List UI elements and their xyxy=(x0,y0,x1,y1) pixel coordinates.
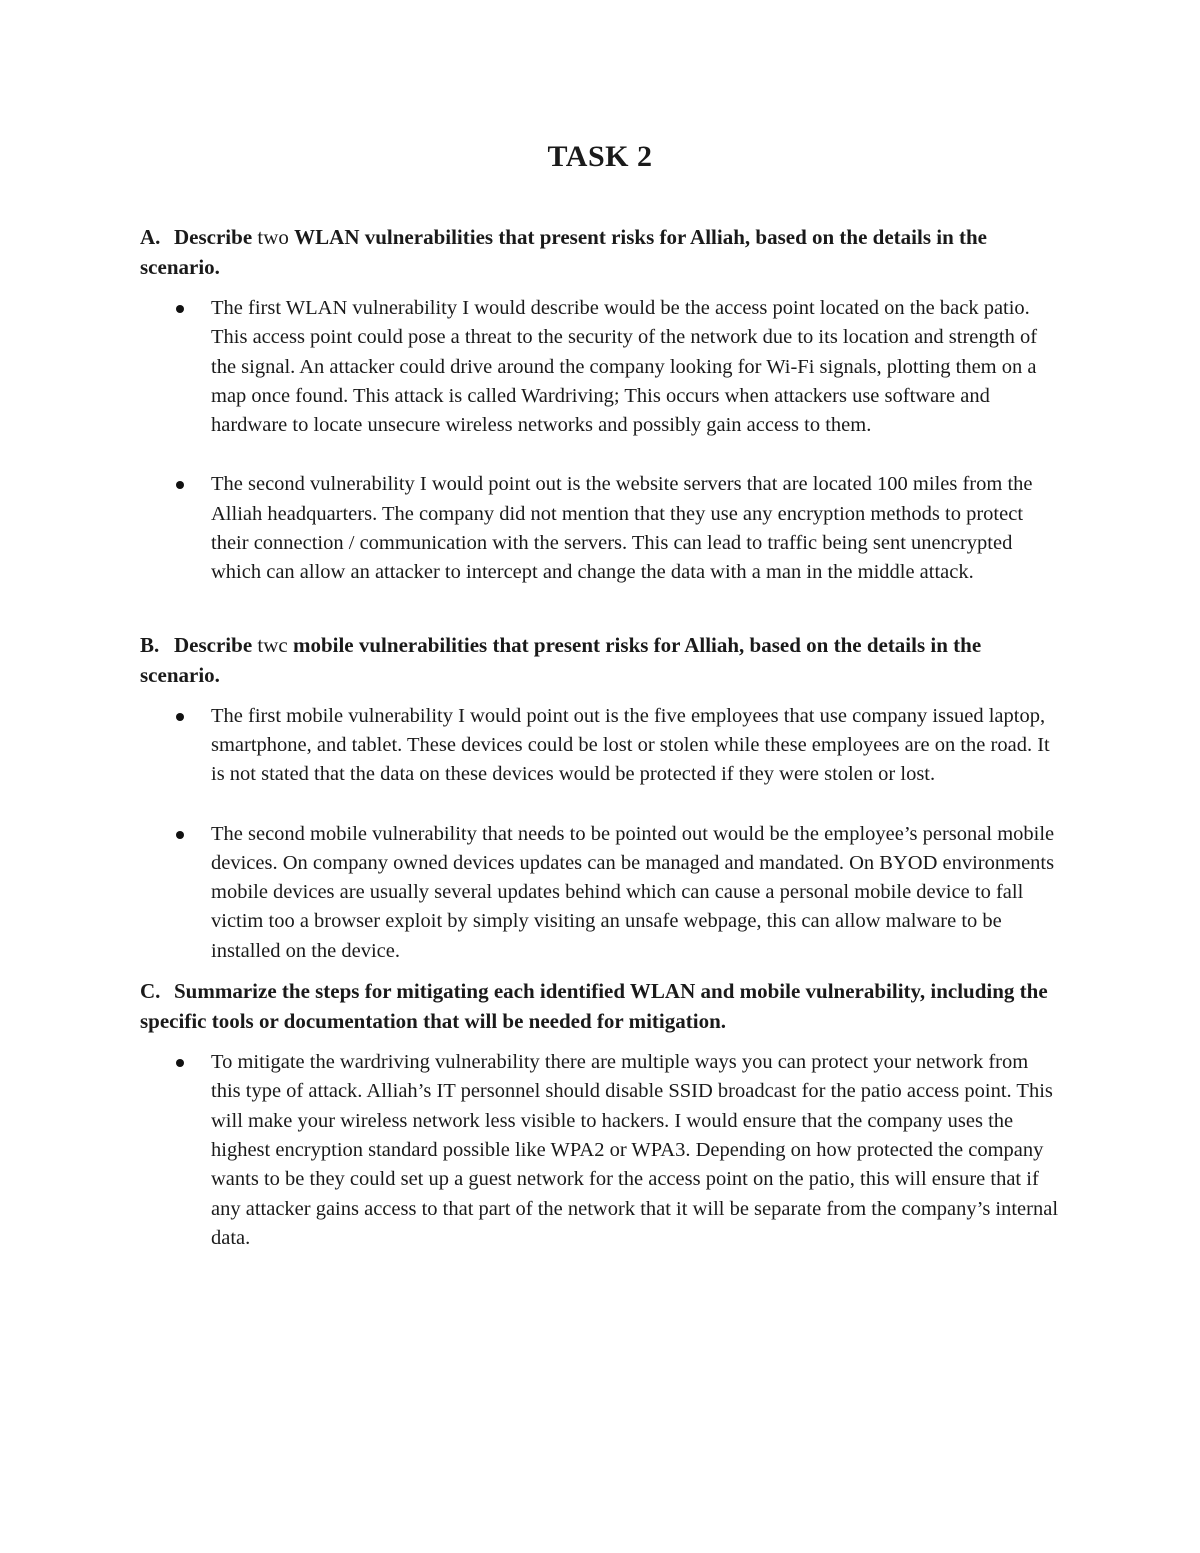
section-c-bullets xyxy=(140,1048,1060,1253)
heading-rest: mobile vulnerabilities that present risks for Alliah, based on the details in the scenario. xyxy=(140,632,982,687)
heading-lead: Describe xyxy=(174,632,253,657)
section-c-heading xyxy=(140,976,1060,1036)
page-title: TASK 2 xyxy=(547,140,653,173)
list-item-text: To mitigate the wardriving vulnerability there are multiple ways you can protect your network from this type of attack. Alliah’s IT personnel should disable SSID broadcast for the patio access point. This will make your wireless network less visible to hackers. I would ensure that the company uses the highest encryption standard possible like WPA2 or WPA3. Depending on how protected the company wants to be they could set up a guest network for the access point on the patio, this will ensure that if any attacker gains access to that part of the network that it will be separate from the company’s internal data. xyxy=(211,1051,1059,1249)
section-letter: A. xyxy=(140,225,161,249)
list-item xyxy=(140,470,1060,587)
heading-rest: WLAN vulnerabilities that present risks for Alliah, based on the details in the scenario. xyxy=(140,225,988,279)
section-letter: C. xyxy=(140,979,161,1004)
list-item-text: The second vulnerability I would point out is the website servers that are located 100 miles from the Alliah headquarters. The company did not mention that they use any encryption methods to protect their connection / communication with the servers. This can lead to traffic being sent unencrypted which can allow an attacker to intercept and change the data with a man in the middle attack. xyxy=(211,473,1033,584)
bullet-icon xyxy=(176,1059,184,1067)
section-a-bullets xyxy=(140,294,1060,588)
list-item-text: The first mobile vulnerability I would point out is the five employees that use company issued laptop, smartphone, and tablet. These devices could be lost or stolen while these employees are on the road. It is not stated that the data on these devices would be protected if they were stolen or lost. xyxy=(211,704,1050,786)
list-item xyxy=(140,702,1060,790)
section-a xyxy=(140,222,1060,588)
section-b xyxy=(140,630,1060,966)
list-item xyxy=(140,820,1060,966)
heading-light-word: two xyxy=(252,225,295,249)
bullet-icon xyxy=(176,713,184,721)
heading-lead: Describe xyxy=(174,225,253,249)
bullet-icon xyxy=(176,831,184,839)
section-b-bullets xyxy=(140,702,1060,966)
section-b-heading xyxy=(140,630,1060,690)
list-item xyxy=(140,1048,1060,1253)
section-a-heading xyxy=(140,222,1060,282)
heading-light-word: twc xyxy=(252,632,293,657)
bullet-icon xyxy=(176,305,184,313)
document-body xyxy=(140,222,1060,1253)
section-c xyxy=(140,976,1060,1253)
bullet-icon xyxy=(176,481,184,489)
list-item-text: The second mobile vulnerability that needs to be pointed out would be the employee’s personal mobile devices. On company owned devices updates can be managed and mandated. On BYOD environments mobile devices are usually several updates behind which can cause a personal mobile device to fall victim too a browser exploit by simply visiting an unsafe webpage, this can allow malware to be installed on the device. xyxy=(211,822,1055,962)
list-item xyxy=(140,294,1060,440)
section-letter: B. xyxy=(140,632,160,657)
list-item-text: The first WLAN vulnerability I would describe would be the access point located on the back patio. This access point could pose a threat to the security of the network due to its location and strength of the signal. An attacker could drive around the company looking for Wi-Fi signals, plotting them on a map once found. This attack is called Wardriving; This occurs when attackers use software and hardware to locate unsecure wireless networks and possibly gain access to them. xyxy=(211,297,1038,437)
heading-lead: Summarize the steps for mitigating each identified WLAN and mobile vulnerability, including the specific tools or documentation that will be needed for mitigation. xyxy=(140,979,1048,1034)
